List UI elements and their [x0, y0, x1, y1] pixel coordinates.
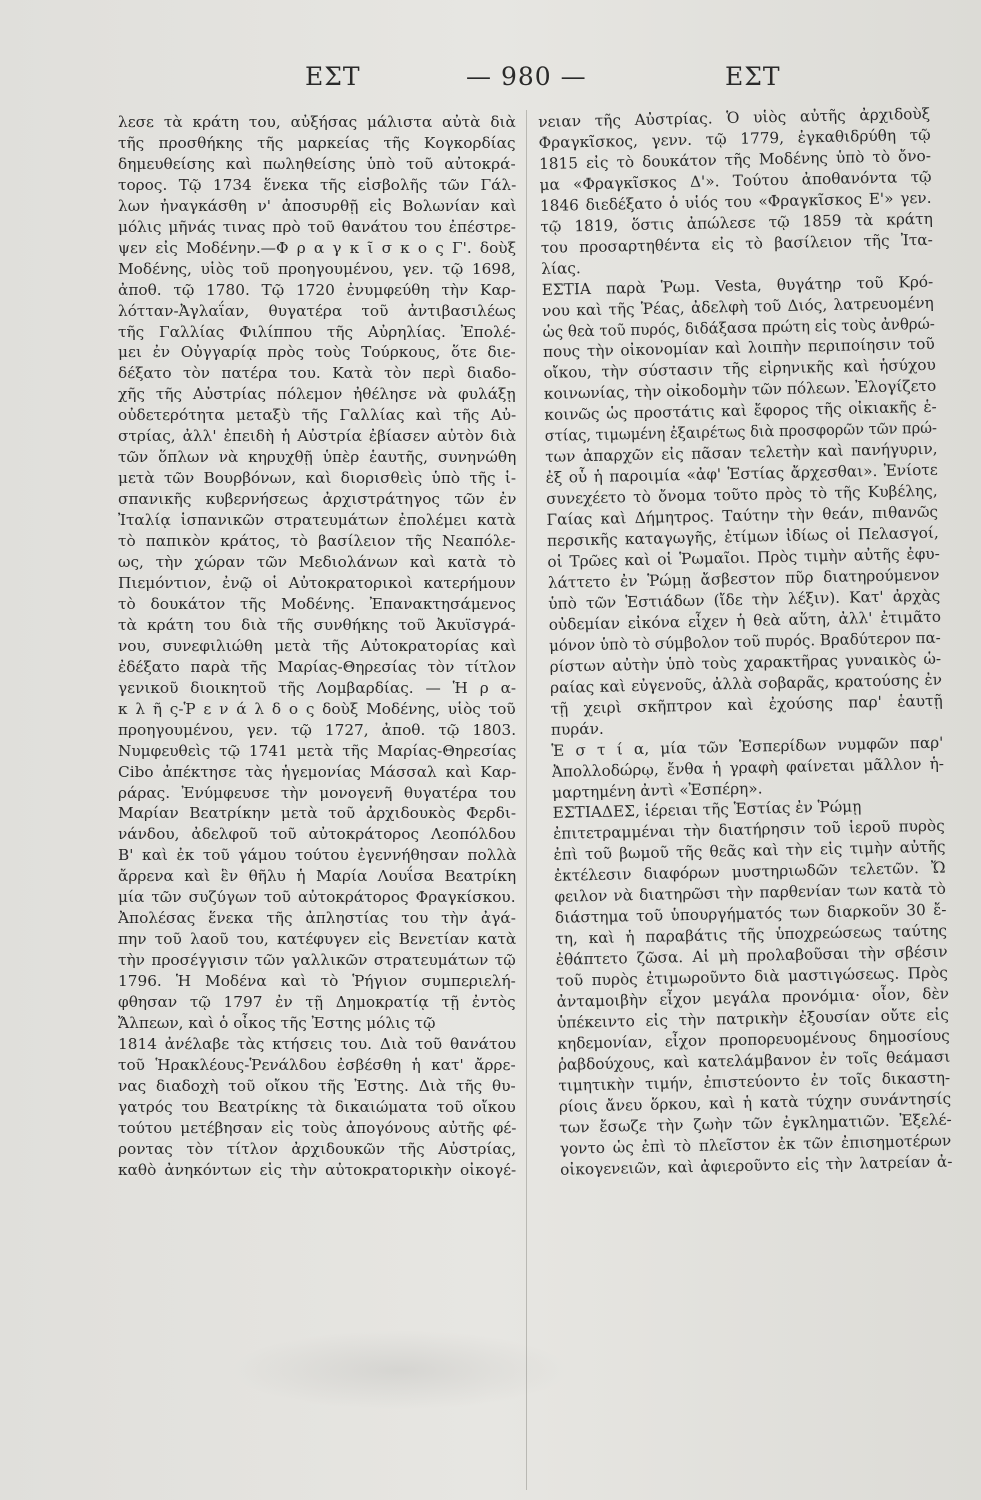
text-line: 1814 ἀνέλαβε τὰς κτήσεις του. Διὰ τοῦ θανάτου [118, 1034, 516, 1053]
text-line: τὸ παπικὸν κράτος, τὸ βασίλειον τῆς Νεαπόλε- [118, 532, 516, 551]
text-line: τὸ δουκάτον τῆς Μοδένης. Ἐπανακτησάμενος [118, 594, 516, 613]
text-line: ρίστων αὐτὴν ὑπὸ τοὺς χαρακτῆρας γυναικὸς ὡ- [549, 649, 942, 676]
text-line: ὡς θεὰ τοῦ πυρός, διδάξασα πρώτη εἰς τοὺς ἀνθρώ- [542, 314, 935, 341]
text-line: χῆς τῆς Αὐστρίας πόλεμον ἠθέλησε νὰ φυλάξῃ [118, 385, 516, 404]
column-divider [526, 110, 527, 1490]
text-line: τὰ κράτη του διὰ τῆς συνθήκης τοῦ Ἀκυϊσγρά- [118, 615, 516, 634]
text-line: ἐξ οὗ ἡ παροιμία «ἀφ' Ἑστίας ἄρχεσθαι». Ἐνίοτε [545, 460, 938, 488]
text-line: κοινῶς ὡς προστάτις καὶ ἔφορος τῆς οἰκιακῆς ἑ- [544, 398, 937, 425]
text-line: ὑπὸ τῶν Ἑστιάδων (ἴδε τὴν λέξιν). Κατ' ἀρχὰς [548, 586, 941, 613]
text-line: 1796. Ἡ Μοδένα καὶ τὸ Ῥήγιον συμπεριελή- [118, 972, 516, 991]
text-line: διάστημα τοῦ ὑπουργήματός των διαρκοῦν 30 ἔ- [554, 900, 947, 928]
text-line: γατρός του Βεατρίκης τὰ δικαιώματα τοῦ οἴκου [118, 1097, 516, 1116]
text-line: τῆς Γαλλίας Φιλίππου τῆς Αὐρηλίας. Ἐπολέ- [118, 322, 516, 341]
text-line: λίας. [541, 258, 581, 278]
running-header [0, 62, 981, 102]
text-line: στρίας, ἀλλ' ἐπειδὴ ἡ Αὐστρία ἐβίασεν αὐτὸν διὰ [118, 427, 516, 446]
text-line: φειλον νὰ διατηρῶσι τὴν παρθενίαν των κατὰ τὸ [554, 879, 947, 907]
text-line: τορος. Τῷ 1734 ἕνεκα τῆς εἰσβολῆς τῶν Γάλ- [118, 175, 516, 194]
text-line: νας διαδοχὴ τοῦ οἴκου τῆς Ἐστης. Διὰ τῆς θυ- [118, 1076, 516, 1095]
text-line: οἴκου, τὴν σύστασιν τῆς εἰρηνικῆς καὶ ἡσύχου [543, 356, 936, 383]
text-line: Μοδένης, υἱὸς τοῦ προηγουμένου, γεν. τῷ 1698, [118, 259, 516, 278]
text-line: ἀνταμοιβὴν εἶχον μεγάλα προνόμια· οἷον, δὲν [556, 984, 950, 1011]
text-line: των ἀπαρχῶν εἰς πᾶσαν τελετὴν καὶ πανήγυριν, [545, 439, 938, 467]
text-line: γενικοῦ διοικητοῦ τῆς Λομβαρδίας. — Ἡ ρ α- [118, 678, 516, 697]
text-line: μόνον ὑπὸ τὸ σύμβολον τοῦ πυρός. Βραδύτερον πα- [548, 628, 941, 655]
text-line: 1846 διεδέξατο ὁ υἱός του «Φραγκῖσκος Ε'» γεν. [539, 188, 932, 215]
text-line: ροντας τὸν τίτλον ἀρχιδουκῶν τῆς Αὐστρίας, [118, 1139, 516, 1158]
text-line: των ἔσωζε τὴν ζωὴν τῶν ἐγκληματιῶν. Ἐξελέ- [559, 1110, 952, 1137]
text-line: οἰκογενειῶν, καὶ ἀφιεροῦντο εἰς τὴν λατρείαν ἀ- [559, 1152, 953, 1179]
text-line: τοῦ πυρὸς ἐτιμωροῦντο διὰ μαστιγώσεως. Πρὸς [556, 963, 948, 990]
text-line: νου καὶ τῆς Ῥέας, ἀδελφὴ τοῦ Διός, λατρευομένη [541, 293, 934, 320]
text-line: κοινωνίας, τὴν οἰκοδομὴν τῶν πόλεων. Ἐλογίζετο [543, 377, 937, 404]
right-column [538, 104, 959, 1482]
text-line: ΕΣΤΙΑΔΕΣ, ἱέρειαι τῆς Ἑστίας ἐν Ῥώμῃ [552, 797, 862, 823]
text-line: οὐδεμίαν εἰκόνα εἶχεν ἡ θεὰ αὕτη, ἀλλ' ἐτιμᾶτο [548, 607, 942, 634]
text-line: τῇ χειρὶ σκῆπτρον καὶ ἐχούσης παρ' ἑαυτῇ [550, 691, 943, 718]
text-line: ΕΣΤΙΑ παρὰ Ῥωμ. Vesta, θυγάτηρ τοῦ Κρό- [541, 272, 934, 299]
text-line: τούτου μετέβησαν εἰς τοὺς ἀπογόνους αὐτῆς φέ- [118, 1118, 516, 1137]
text-line: λεσε τὰ κράτη του, αὐξήσας μάλιστα αὐτὰ διὰ [118, 113, 516, 131]
text-line: μα «Φραγκῖσκος Δ'». Τούτου ἀποθανόντα τῷ [539, 167, 932, 194]
text-line: 1815 εἰς τὸ δουκάτον τῆς Μοδένης ὑπὸ τὸ ὄνο- [538, 146, 932, 173]
header-left: ΕΣΤ [305, 62, 361, 91]
text-line: τοῦ Ἡρακλέους-Ῥενάλδου ἐσβέσθη ἡ κατ' ἄρρε- [118, 1055, 516, 1074]
text-line: φθησαν τῷ 1797 ἐν τῇ Δημοκρατίᾳ τῇ ἐντὸς [118, 993, 516, 1012]
text-line: κ λ ῆ ς-Ῥ ε ν ά λ δ ο ς δοὺξ Μοδένης, υἱὸς τοῦ [118, 699, 516, 718]
text-line: Cibo ἀπέκτησε τὰς ἡγεμονίας Μάσσαλ καὶ Καρ- [118, 762, 516, 781]
text-line: μετὰ τῶν Βουρβόνων, καὶ διορισθεὶς ὑπὸ τῆς ἱ- [118, 469, 516, 488]
text-line: ράρας. Ἐνύμφευσε τὴν μονογενῆ θυγατέρα του [118, 783, 516, 802]
text-line: τῆς προσθήκης τῆς μαρκείας τῆς Κογκορδίας [118, 133, 516, 152]
text-line: ραίας καὶ εὐγενοῦς, ἀλλὰ σοβαρᾶς, κρατούσης ἐν [549, 670, 943, 697]
text-line: ἐπιτετραμμέναι τὴν διατήρησιν τοῦ ἱεροῦ πυρὸς [552, 817, 945, 844]
text-line: Β' καὶ ἐκ τοῦ γάμου τούτου ἐγεννήθησαν πολλὰ [118, 846, 516, 865]
text-line: ἐθάπτετο ζῶσα. Αἱ μὴ προλαβοῦσαι τὴν σβέσιν [555, 942, 948, 969]
text-line: Πιεμόντιον, ἐνῷ οἱ Αὐτοκρατορικοὶ κατερήμουν [118, 573, 516, 592]
text-line: σπανικῆς κυβερνήσεως ἀρχιστράτηγος τῶν ἐν [118, 490, 516, 509]
text-line: γοντο ὡς ἐπὶ τὸ πλεῖστον ἐκ τῶν ἐπισημοτέρων [559, 1131, 952, 1158]
page-number: — 980 — [466, 62, 587, 91]
text-line: τὴν προσέγγισιν τῶν γαλλικῶν στρατευμάτων τῷ [118, 951, 516, 970]
text-line: στίας, τιμωμένη ἐξαιρέτως διὰ προσφορῶν τῶν πρώ- [544, 419, 938, 446]
text-line: ἐπὶ τοῦ βωμοῦ τῆς θεᾶς καὶ τὴν εἰς τιμὴν αὐτῆς [553, 837, 946, 865]
text-line: Ἄλπεων, καὶ ὁ οἶκος τῆς Ἐστης μόλις τῷ [118, 1013, 436, 1032]
text-line: περσικῆς καταγωγῆς, ἐτίμων ἰδίως οἱ Πελασγοί, [546, 523, 939, 550]
text-line: Ἰταλίᾳ ἱσπανικῶν στρατευμάτων ἐπολέμει κατὰ [118, 511, 516, 530]
text-line: καθὸ ἀνηκόντων εἰς τὴν αὐτοκρατορικὴν οἰκογέ- [118, 1160, 516, 1179]
text-line: Μαρίαν Βεατρίκην μετὰ τοῦ ἀρχιδουκὸς Φερδι- [118, 804, 516, 823]
text-line: Ἀπολλοδώρῳ, ἔνθα ἡ γραφὴ φαίνεται μᾶλλον ἡ- [551, 754, 945, 781]
text-line: μόλις μῆνάς τινας πρὸ τοῦ θανάτου του ἐπέστρε- [118, 217, 516, 236]
header-right: ΕΣΤ [725, 62, 781, 91]
text-line: τιμητικὴν τιμήν, ἐπιστεύοντο ἐν τοῖς δικαστη- [558, 1068, 951, 1095]
text-line: μαρτημένη ἀντὶ «Ἐσπέρη». [552, 778, 763, 802]
text-line: ῥαβδούχους, καὶ κατελάμβανον ἐν τοῖς θεάμασι [557, 1047, 951, 1074]
text-line: δέξατο τὸν πατέρα του. Κατὰ τὸν περὶ διαδο- [118, 364, 516, 383]
text-line: Γαίας καὶ Δήμητρος. Ταύτην τὴν θεάν, πιθανῶς [546, 502, 939, 530]
text-line: τη, καὶ ἡ παραβάτις τῆς ὑποχρεώσεως ταύτης [555, 921, 948, 948]
text-line: ἐδέξατο παρὰ τῆς Μαρίας-Θηρεσίας τὸν τίτλον [118, 657, 516, 676]
text-line: νειαν τῆς Αὐστρίας. Ὁ υἱὸς αὐτῆς ἀρχιδοὺξ [538, 104, 931, 131]
text-line: λων ἠναγκάσθη ν' ἀποσυρθῇ εἰς Βολωνίαν καὶ [118, 196, 516, 215]
text-line: ἐκτέλεσιν διαφόρων μυστηριωδῶν τελετῶν. Ὤ [553, 858, 946, 886]
text-line: Ἑ σ τ ί α, μία τῶν Ἑσπερίδων νυμφῶν παρ' [551, 733, 944, 760]
text-line: προηγουμένου, γεν. τῷ 1727, ἀποθ. τῷ 1803. [118, 720, 516, 739]
text-line: μία τῶν συζύγων τοῦ αὐτοκράτορος Φραγκίσκου. [118, 888, 516, 907]
text-line: λότταν-Ἀγλαΐαν, θυγατέρα τοῦ ἀντιβασιλέως [118, 301, 516, 320]
text-line: ψεν εἰς Μοδένην.—Φ ρ α γ κ ῖ σ κ ο ς Γ'. δοὺξ [118, 238, 516, 257]
text-line: Ἀπολέσας ἕνεκα τῆς ἀπληστίας του τὴν ἀγά- [118, 909, 516, 928]
text-line: πους τὴν οἰκονομίαν καὶ λοιπὴν περιποίησιν τοῦ [542, 335, 935, 362]
text-line: νάνδου, ἀδελφοῦ τοῦ αὐτοκράτορος Λεοπόλδου [118, 825, 516, 844]
text-line: ἀποθ. τῷ 1780. Τῷ 1720 ἐνυμφεύθη τὴν Καρ- [118, 280, 516, 299]
text-line: τῷ 1819, ὅστις ἀπώλεσε τῷ 1859 τὰ κράτη [540, 209, 933, 236]
text-line: οἱ Τρῶες καὶ οἱ Ῥωμαῖοι. Πρὸς τιμὴν αὐτῆς ἐφυ- [547, 544, 940, 571]
text-line: ὑπέκειντο εἰς τὴν πατρικὴν ἐξουσίαν οὔτε εἰς [556, 1005, 949, 1032]
text-line: ἄρρενα καὶ ἓν θῆλυ ἡ Μαρία Λουΐσα Βεατρίκη [118, 867, 516, 886]
left-column [118, 112, 516, 1482]
text-line: νου, συνεφιλιώθη μετὰ τῆς Αὐτοκρατορίας καὶ [118, 636, 516, 655]
text-line: συνεχέετο τὸ ὄνομα τοῦτο πρὸς τὸ τῆς Κυβέλης, [545, 481, 938, 509]
text-line: πυράν. [550, 719, 604, 739]
text-line: δημευθείσης καὶ πωληθείσης ὑπὸ τοῦ αὐτοκρά- [118, 154, 516, 173]
text-line: οὐδετερότητα μεταξὺ τῆς Γαλλίας καὶ τῆς Αὐ- [118, 406, 516, 425]
text-line: λάττετο ἐν Ῥώμῃ ἄσβεστον πῦρ διατηρούμενον [547, 565, 940, 592]
text-line: κηδεμονίαν, εἶχον προπορευομένους δημοσίους [557, 1026, 950, 1053]
text-line: ως, τὴν χώραν τῶν Μεδιολάνων καὶ κατὰ τὸ [118, 553, 516, 572]
page-smudge [230, 1330, 570, 1410]
text-line: τῶν ὅπλων νὰ κηρυχθῇ ὑπὲρ ἑαυτῆς, συνηνώθη [118, 448, 516, 467]
text-line: μει ἐν Οὐγγαρίᾳ πρὸς τοὺς Τούρκους, ὅτε διε- [118, 343, 516, 362]
text-line: του προσαρτηθέντα εἰς τὸ βασίλειον τῆς Ἰτα- [540, 230, 933, 257]
text-line: Φραγκῖσκος, γενν. τῷ 1779, ἐγκαθιδρύθη τῷ [538, 125, 931, 152]
text-line: ρίοις ἄνευ ὅρκου, καὶ ἡ κατὰ τύχην συνάντησίς [558, 1089, 952, 1116]
text-line: Νυμφευθεὶς τῷ 1741 μετὰ τῆς Μαρίας-Θηρεσίας [118, 741, 516, 760]
text-line: πην τοῦ λαοῦ του, κατέφυγεν εἰς Βενετίαν κατὰ [118, 930, 516, 949]
